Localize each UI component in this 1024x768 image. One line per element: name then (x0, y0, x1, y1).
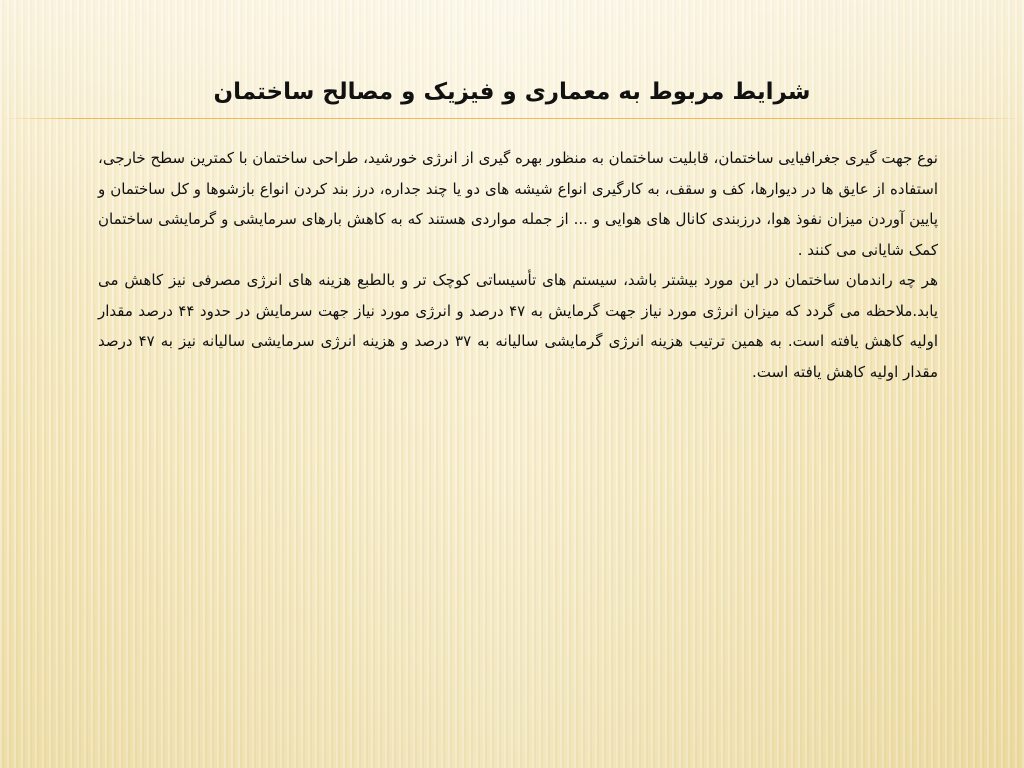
title-divider (0, 118, 1024, 119)
paragraph-1: نوع جهت گیری جغرافیایی ساختمان، قابلیت ساختمان به منظور بهره گیری از انرژی خورشید، طراحی ساختمان با کمترین سطح خارجی، استفاده از عایق ها در دیوارها، کف و سقف، به کارگیری انواع شیشه های دو یا چند جداره، درز بند کردن انواع بازشوها و کل ساختمان و پایین آوردن میزان نفوذ هوا، درزبندی کانال های هوایی و ... از جمله مواردی هستند که به کاهش بارهای سرمایشی و گرمایشی ساختمان کمک شایانی می کنند . (98, 149, 938, 259)
slide-title: شرایط مربوط به معماری و فیزیک و مصالح ساختمان (213, 79, 811, 105)
slide-body (98, 143, 938, 387)
paragraph-2: هر چه راندمان ساختمان در این مورد بیشتر باشد، سیستم های تأسیساتی کوچک تر و بالطبع هزینه های انرژی مصرفی نیز کاهش می یابد.ملاحظه می گردد که میزان انرژی مورد نیاز جهت گرمایش به ۴۷ درصد و انرژی مورد نیاز جهت سرمایش در حدود ۴۴ درصد مقدار اولیه کاهش یافته است. به همین ترتیب هزینه انرژی گرمایشی سالیانه به ۳۷ درصد و هزینه انرژی سرمایشی سالیانه نیز به ۴۷ درصد مقدار اولیه کاهش یافته است. (98, 271, 938, 381)
